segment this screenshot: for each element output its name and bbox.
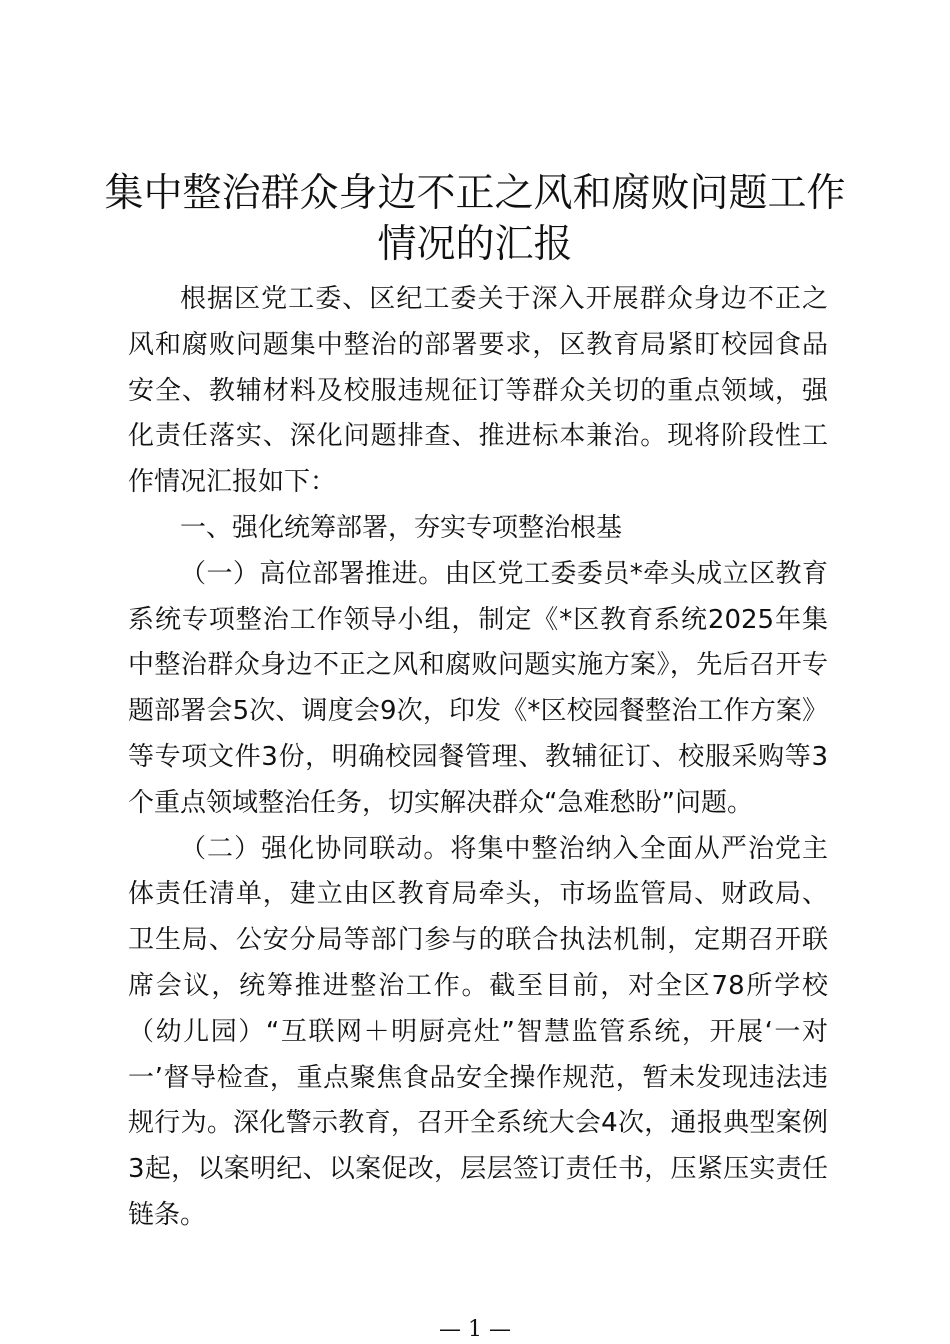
document-title: 集中整治群众身边不正之风和腐败问题工作情况的汇报 — [104, 171, 846, 267]
subsection-paragraph-2: （二）强化协同联动。将集中整治纳入全面从严治党主体责任清单，建立由区教育局牵头，市场监管局、财政局、卫生局、公安分局等部门参与的联合执法机制，定期召开联席会议，统筹推进整治工作。截至目前，对全区78所学校（幼儿园）“互联网＋明厨亮灶”智慧监管系统，开展‘一对一’督导检查，重点聚焦食品安全操作规范，暂未发现违法违规行为。深化警示教育，召开全系统大会4次，通报典型案例3起，以案明纪、以案促改，层层签订责任书，压紧压实责任链条。 — [128, 833, 828, 1230]
subsection-paragraph-1: （一）高位部署推进。由区党工委委员*牵头成立区教育系统专项整治工作领导小组，制定《*区教育系统2025年集中整治群众身边不正之风和腐败问题实施方案》，先后召开专题部署会5次、调度会9次，印发《*区校园餐整治工作方案》等专项文件3份，明确校园餐管理、教辅征订、校服采购等3个重点领域整治任务，切实解决群众“急难愁盼”问题。 — [128, 558, 828, 818]
document-body — [128, 277, 828, 1239]
page-number: — 1 — — [439, 1317, 511, 1342]
section-heading-1: 一、强化统筹部署，夯实专项整治根基 — [180, 512, 623, 543]
intro-paragraph: 根据区党工委、区纪工委关于深入开展群众身边不正之风和腐败问题集中整治的部署要求，区教育局紧盯校园食品安全、教辅材料及校服违规征订等群众关切的重点领域，强化责任落实、深化问题排查、推进标本兼治。现将阶段性工作情况汇报如下： — [128, 284, 828, 498]
